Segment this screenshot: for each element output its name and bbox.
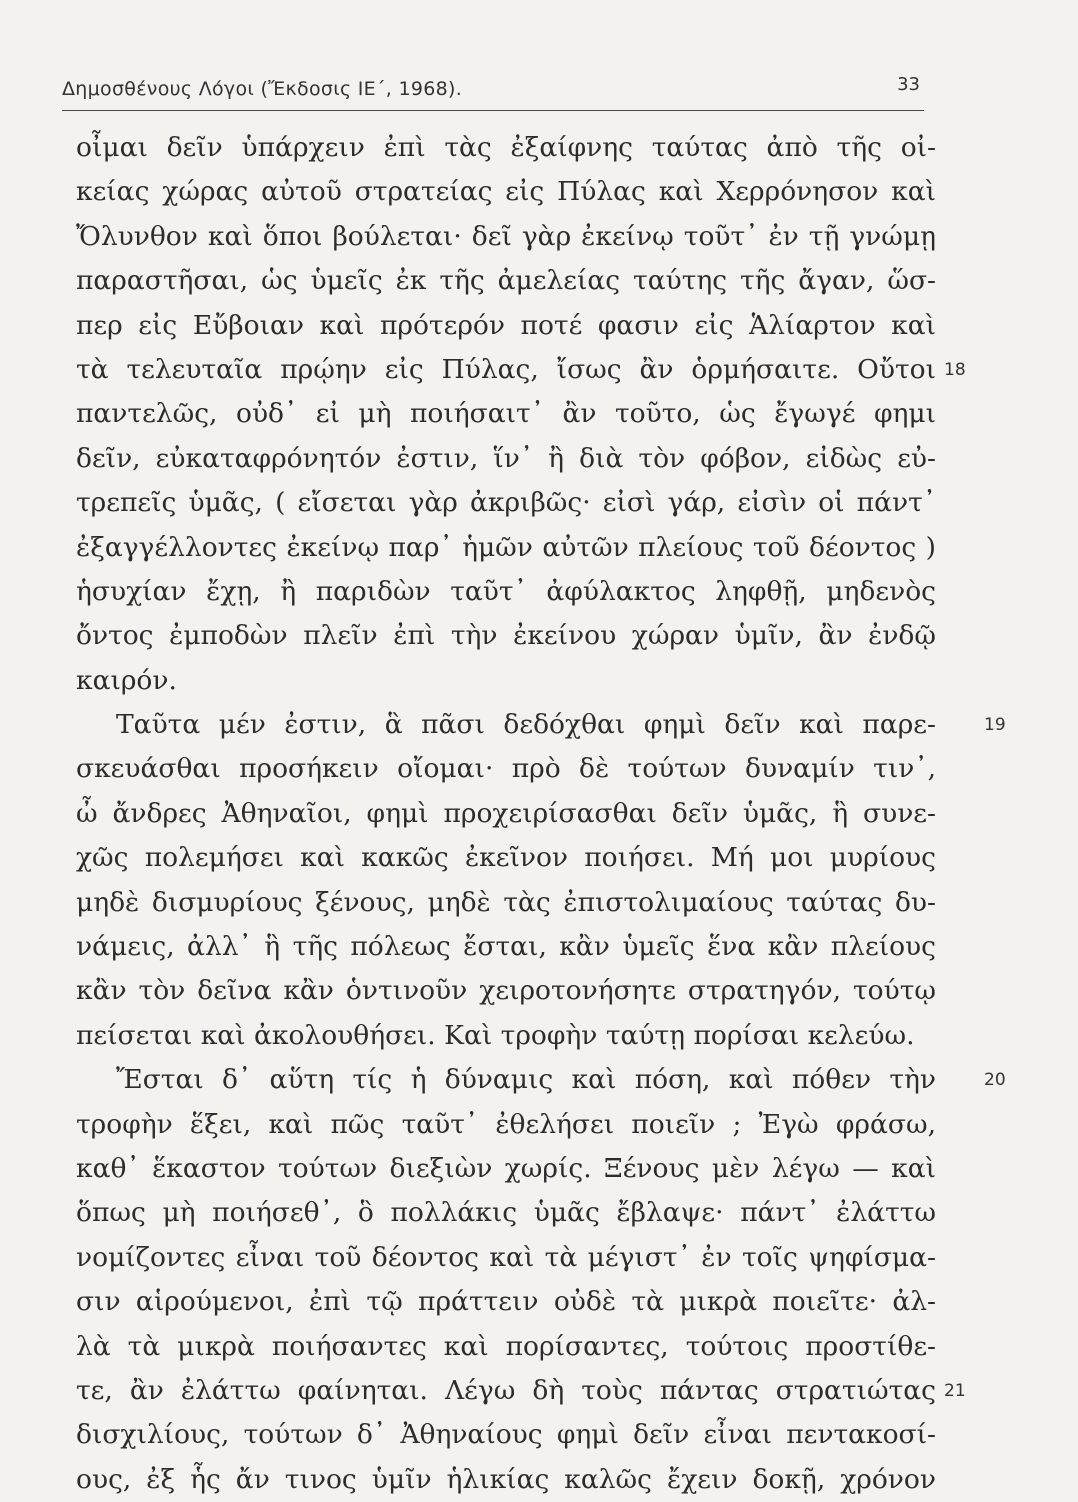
line-text: παραστῆσαι, ὡς ὑμεῖς ἐκ τῆς ἀμελείας ταύτης τῆς ἄγαν, ὥσ-: [76, 265, 936, 297]
text-line: [76, 348, 966, 392]
text-line: [76, 1191, 936, 1235]
line-text: μηδὲ δισμυρίους ξένους, μηδὲ τὰς ἐπιστολιμαίους ταύτας δυ-: [76, 886, 936, 918]
text-line: [76, 1413, 936, 1457]
line-text: ὄντος ἐμποδὼν πλεῖν ἐπὶ τὴν ἐκείνου χώραν ὑμῖν, ἂν ἐνδῷ: [76, 620, 936, 652]
line-text: τροφὴν ἕξει, καὶ πῶς ταῦτ᾽ ἐθελήσει ποιεῖν ; Ἐγὼ φράσω,: [76, 1108, 936, 1140]
line-text: παντελῶς, οὐδ᾽ εἰ μὴ ποιήσαιτ᾽ ἂν τοῦτο, ὡς ἔγωγέ φημι: [76, 398, 936, 430]
line-text: δισχιλίους, τούτων δ᾽ Ἀθηναίους φημὶ δεῖν εἶναι πεντακοσί-: [76, 1419, 936, 1451]
line-text: λὰ τὰ μικρὰ ποιήσαντες καὶ πορίσαντες, τούτοις προστίθε-: [76, 1330, 936, 1362]
line-text: οἶμαι δεῖν ὑπάρχειν ἐπὶ τὰς ἐξαίφνης ταύτας ἀπὸ τῆς οἰ-: [76, 132, 936, 163]
line-text: ὦ ἄνδρες Ἀθηναῖοι, φημὶ προχειρίσασθαι δεῖν ὑμᾶς, ἣ συνε-: [76, 797, 936, 829]
line-text: Ταῦτα μέν ἐστιν, ἃ πᾶσι δεδόχθαι φημὶ δεῖν καὶ παρε-: [116, 709, 936, 741]
section-number: 20: [984, 1070, 1006, 1091]
line-text: σιν αἱρούμενοι, ἐπὶ τῷ πράττειν οὐδὲ τὰ μικρὰ ποιεῖτε· ἀλ-: [76, 1286, 936, 1318]
text-line: [76, 614, 936, 658]
body-text: [76, 126, 1006, 1502]
line-text: τε, ἂν ἐλάττω φαίνηται. Λέγω δὴ τοὺς πάντας στρατιώτας: [76, 1374, 936, 1406]
text-line: [76, 703, 1006, 747]
page-number: 33: [897, 74, 920, 95]
line-text: τὰ τελευταῖα πρῴην εἰς Πύλας, ἴσως ἂν ὁρμήσαιτε. Οὔτοι: [76, 353, 936, 385]
text-line: [76, 259, 936, 303]
text-line: [76, 1147, 936, 1191]
line-text: σκευάσθαι προσήκειν οἴομαι· πρὸ δὲ τούτων δυναμίν τιν᾽,: [76, 753, 936, 785]
line-text: τρεπεῖς ὑμᾶς, ( εἴσεται γὰρ ἀκριβῶς· εἰσὶ γάρ, εἰσὶν οἱ πάντ᾽: [76, 487, 936, 519]
line-text: ὅπως μὴ ποιήσεθ᾽, ὃ πολλάκις ὑμᾶς ἔβλαψε· πάντ᾽ ἐλάττω: [76, 1197, 936, 1229]
text-line: [76, 1058, 1006, 1102]
text-line: [76, 170, 936, 214]
text-line: [76, 925, 936, 969]
text-line: [76, 836, 936, 880]
line-text: ἐξαγγέλλοντες ἐκείνῳ παρ᾽ ἡμῶν αὐτῶν πλείους τοῦ δέοντος ): [76, 531, 936, 563]
running-head: [62, 74, 924, 111]
line-text: νάμεις, ἀλλ᾽ ἣ τῆς πόλεως ἔσται, κἂν ὑμεῖς ἕνα κἂν πλείους: [76, 931, 936, 963]
text-line: [76, 526, 936, 570]
running-title: Δημοσθένους Λόγοι (Ἔκδοσις ΙΕ΄, 1968).: [62, 78, 463, 100]
line-text: δεῖν, εὐκαταφρόνητόν ἐστιν, ἵν᾽ ἢ διὰ τὸν φόβον, εἰδὼς εὐ-: [76, 442, 936, 474]
line-text: πείσεται καὶ ἀκολουθήσει. Καὶ τροφὴν ταύτῃ πορίσαι κελεύω.: [76, 1019, 915, 1051]
line-text: Ἔσται δ᾽ αὕτη τίς ἡ δύναμις καὶ πόση, καὶ πόθεν τὴν: [116, 1064, 936, 1096]
text-line: [76, 304, 936, 348]
line-text: περ εἰς Εὔβοιαν καὶ πρότερόν ποτέ φασιν εἰς Ἁλίαρτον καὶ: [76, 309, 936, 341]
text-line: [76, 570, 936, 614]
text-line: [76, 1369, 966, 1413]
text-line: [76, 659, 936, 703]
line-text: Ὄλυνθον καὶ ὅποι βούλεται· δεῖ γὰρ ἐκείνῳ τοῦτ᾽ ἐν τῇ γνώμῃ: [76, 220, 936, 252]
line-text: χῶς πολεμήσει καὶ κακῶς ἐκεῖνον ποιήσει. Μή μοι μυρίους: [76, 842, 936, 874]
text-line: [76, 437, 936, 481]
section-number: 18: [944, 359, 966, 380]
text-line: [76, 792, 936, 836]
text-line: [76, 481, 936, 525]
text-line: [76, 747, 936, 791]
line-text: ους, ἐξ ἧς ἄν τινος ὑμῖν ἡλικίας καλῶς ἔχειν δοκῇ, χρόνον: [76, 1463, 936, 1495]
line-text: καθ᾽ ἕκαστον τούτων διεξιὼν χωρίς. Ξένους μὲν λέγω — καὶ: [76, 1152, 936, 1184]
text-line: [76, 1014, 936, 1058]
text-line: [76, 215, 936, 259]
section-number: 21: [944, 1380, 966, 1401]
text-line: [76, 1103, 936, 1147]
text-line: [76, 392, 936, 436]
section-number: 19: [984, 715, 1006, 736]
line-text: νομίζοντες εἶναι τοῦ δέοντος καὶ τὰ μέγιστ᾽ ἐν τοῖς ψηφίσμα-: [76, 1241, 936, 1273]
text-line: [76, 1325, 936, 1369]
text-line: [76, 1236, 936, 1280]
line-text: ἡσυχίαν ἔχῃ, ἢ παριδὼν ταῦτ᾽ ἀφύλακτος ληφθῇ, μηδενὸς: [76, 575, 936, 607]
line-text: κείας χώρας αὐτοῦ στρατείας εἰς Πύλας καὶ Χερρόνησον καὶ: [76, 176, 936, 208]
text-line: [76, 969, 936, 1013]
line-text: καιρόν.: [76, 664, 177, 696]
text-line: [76, 881, 936, 925]
line-text: κἂν τὸν δεῖνα κἂν ὁντινοῦν χειροτονήσητε στρατηγόν, τούτῳ: [76, 975, 936, 1007]
text-line: [76, 1458, 936, 1502]
text-line: [76, 1280, 936, 1324]
text-line: [76, 126, 936, 170]
